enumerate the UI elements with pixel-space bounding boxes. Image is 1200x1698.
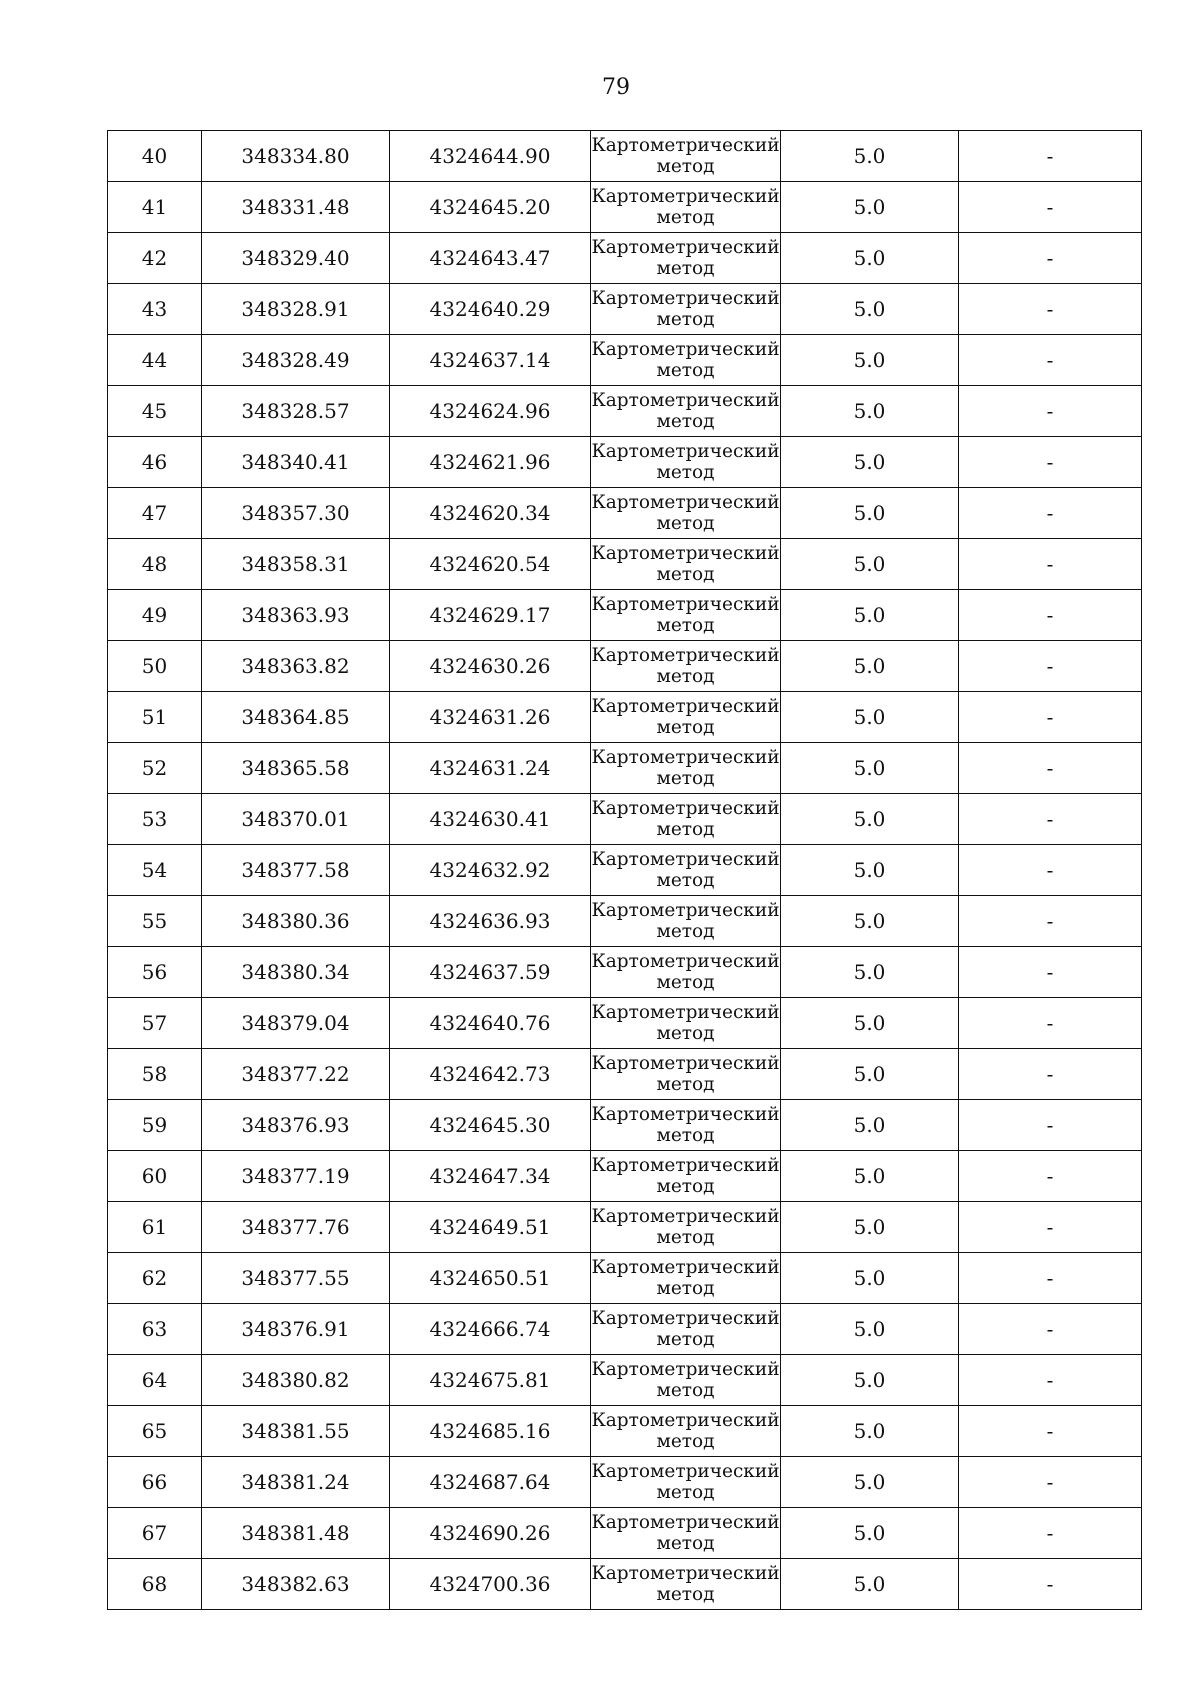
x-coordinate-cell: 348365.58	[202, 743, 390, 794]
precision-cell: 5.0	[781, 896, 959, 947]
x-coordinate-cell: 348380.82	[202, 1355, 390, 1406]
y-coordinate-cell: 4324636.93	[390, 896, 591, 947]
note-cell: -	[959, 1253, 1142, 1304]
page-number: 79	[602, 75, 630, 100]
x-coordinate-cell: 348377.76	[202, 1202, 390, 1253]
coordinates-table	[107, 130, 1142, 1610]
x-coordinate-cell: 348363.82	[202, 641, 390, 692]
method-text: метод	[656, 156, 715, 177]
method-cell	[591, 1100, 781, 1151]
y-coordinate-cell: 4324685.16	[390, 1406, 591, 1457]
table-row	[108, 1100, 1142, 1151]
point-number-cell: 66	[108, 1457, 202, 1508]
x-coordinate-cell: 348377.55	[202, 1253, 390, 1304]
point-number-cell: 43	[108, 284, 202, 335]
method-text: метод	[656, 411, 715, 432]
x-coordinate-cell: 348379.04	[202, 998, 390, 1049]
method-cell	[591, 1355, 781, 1406]
method-text: Картометрический	[591, 441, 780, 462]
method-cell	[591, 335, 781, 386]
y-coordinate-cell: 4324620.54	[390, 539, 591, 590]
method-text: метод	[656, 207, 715, 228]
y-coordinate-cell: 4324637.14	[390, 335, 591, 386]
note-cell: -	[959, 1559, 1142, 1610]
method-cell	[591, 794, 781, 845]
method-cell	[591, 437, 781, 488]
method-text: Картометрический	[591, 1512, 780, 1533]
precision-cell: 5.0	[781, 1406, 959, 1457]
table-row	[108, 488, 1142, 539]
y-coordinate-cell: 4324630.26	[390, 641, 591, 692]
x-coordinate-cell: 348328.57	[202, 386, 390, 437]
precision-cell: 5.0	[781, 386, 959, 437]
y-coordinate-cell: 4324621.96	[390, 437, 591, 488]
x-coordinate-cell: 348331.48	[202, 182, 390, 233]
note-cell: -	[959, 1304, 1142, 1355]
point-number-cell: 63	[108, 1304, 202, 1355]
x-coordinate-cell: 348377.22	[202, 1049, 390, 1100]
x-coordinate-cell: 348340.41	[202, 437, 390, 488]
method-text: Картометрический	[591, 1410, 780, 1431]
method-text: Картометрический	[591, 543, 780, 564]
precision-cell: 5.0	[781, 1457, 959, 1508]
method-cell	[591, 743, 781, 794]
x-coordinate-cell: 348381.24	[202, 1457, 390, 1508]
point-number-cell: 62	[108, 1253, 202, 1304]
precision-cell: 5.0	[781, 1355, 959, 1406]
table-row	[108, 284, 1142, 335]
note-cell: -	[959, 998, 1142, 1049]
note-cell: -	[959, 692, 1142, 743]
method-text: метод	[656, 1176, 715, 1197]
y-coordinate-cell: 4324642.73	[390, 1049, 591, 1100]
x-coordinate-cell: 348380.36	[202, 896, 390, 947]
method-cell	[591, 1253, 781, 1304]
note-cell: -	[959, 284, 1142, 335]
method-text: метод	[656, 972, 715, 993]
method-text: метод	[656, 768, 715, 789]
precision-cell: 5.0	[781, 1508, 959, 1559]
table-row	[108, 233, 1142, 284]
method-cell	[591, 896, 781, 947]
note-cell: -	[959, 386, 1142, 437]
x-coordinate-cell: 348334.80	[202, 131, 390, 182]
note-cell: -	[959, 743, 1142, 794]
note-cell: -	[959, 1100, 1142, 1151]
method-cell	[591, 1049, 781, 1100]
point-number-cell: 53	[108, 794, 202, 845]
y-coordinate-cell: 4324640.76	[390, 998, 591, 1049]
note-cell: -	[959, 233, 1142, 284]
method-text: Картометрический	[591, 390, 780, 411]
x-coordinate-cell: 348364.85	[202, 692, 390, 743]
method-text: Картометрический	[591, 900, 780, 921]
table-row	[108, 1508, 1142, 1559]
method-text: метод	[656, 666, 715, 687]
precision-cell: 5.0	[781, 233, 959, 284]
method-text: метод	[656, 1584, 715, 1605]
table-row	[108, 1253, 1142, 1304]
method-text: метод	[656, 309, 715, 330]
x-coordinate-cell: 348376.91	[202, 1304, 390, 1355]
table-row	[108, 1304, 1142, 1355]
x-coordinate-cell: 348328.91	[202, 284, 390, 335]
method-cell	[591, 1406, 781, 1457]
precision-cell: 5.0	[781, 947, 959, 998]
note-cell: -	[959, 1355, 1142, 1406]
method-text: метод	[656, 1431, 715, 1452]
method-text: Картометрический	[591, 1155, 780, 1176]
note-cell: -	[959, 1151, 1142, 1202]
y-coordinate-cell: 4324650.51	[390, 1253, 591, 1304]
precision-cell: 5.0	[781, 284, 959, 335]
method-cell	[591, 1457, 781, 1508]
table-row	[108, 845, 1142, 896]
note-cell: -	[959, 488, 1142, 539]
method-cell	[591, 692, 781, 743]
table-row	[108, 131, 1142, 182]
x-coordinate-cell: 348370.01	[202, 794, 390, 845]
method-cell	[591, 539, 781, 590]
x-coordinate-cell: 348381.55	[202, 1406, 390, 1457]
y-coordinate-cell: 4324647.34	[390, 1151, 591, 1202]
point-number-cell: 58	[108, 1049, 202, 1100]
point-number-cell: 49	[108, 590, 202, 641]
table-row	[108, 437, 1142, 488]
method-cell	[591, 1508, 781, 1559]
method-text: метод	[656, 1125, 715, 1146]
precision-cell: 5.0	[781, 1304, 959, 1355]
y-coordinate-cell: 4324629.17	[390, 590, 591, 641]
precision-cell: 5.0	[781, 743, 959, 794]
method-text: метод	[656, 258, 715, 279]
method-text: Картометрический	[591, 594, 780, 615]
note-cell: -	[959, 641, 1142, 692]
note-cell: -	[959, 182, 1142, 233]
precision-cell: 5.0	[781, 845, 959, 896]
method-text: метод	[656, 717, 715, 738]
method-cell	[591, 845, 781, 896]
method-cell	[591, 233, 781, 284]
x-coordinate-cell: 348376.93	[202, 1100, 390, 1151]
method-text: метод	[656, 1482, 715, 1503]
coordinates-table-body	[108, 131, 1142, 1610]
point-number-cell: 45	[108, 386, 202, 437]
note-cell: -	[959, 131, 1142, 182]
point-number-cell: 56	[108, 947, 202, 998]
method-cell	[591, 386, 781, 437]
point-number-cell: 50	[108, 641, 202, 692]
table-row	[108, 794, 1142, 845]
y-coordinate-cell: 4324632.92	[390, 845, 591, 896]
point-number-cell: 52	[108, 743, 202, 794]
note-cell: -	[959, 1457, 1142, 1508]
precision-cell: 5.0	[781, 1049, 959, 1100]
method-cell	[591, 1304, 781, 1355]
method-text: Картометрический	[591, 696, 780, 717]
method-text: метод	[656, 819, 715, 840]
y-coordinate-cell: 4324630.41	[390, 794, 591, 845]
method-text: метод	[656, 1023, 715, 1044]
method-text: Картометрический	[591, 1206, 780, 1227]
method-text: Картометрический	[591, 1563, 780, 1584]
method-text: Картометрический	[591, 1257, 780, 1278]
precision-cell: 5.0	[781, 182, 959, 233]
y-coordinate-cell: 4324631.24	[390, 743, 591, 794]
table-row	[108, 998, 1142, 1049]
point-number-cell: 47	[108, 488, 202, 539]
method-text: Картометрический	[591, 135, 780, 156]
method-text: метод	[656, 921, 715, 942]
precision-cell: 5.0	[781, 641, 959, 692]
y-coordinate-cell: 4324637.59	[390, 947, 591, 998]
method-text: метод	[656, 1533, 715, 1554]
table-row	[108, 1457, 1142, 1508]
method-text: метод	[656, 870, 715, 891]
table-row	[108, 641, 1142, 692]
x-coordinate-cell: 348328.49	[202, 335, 390, 386]
table-row	[108, 743, 1142, 794]
note-cell: -	[959, 845, 1142, 896]
precision-cell: 5.0	[781, 998, 959, 1049]
x-coordinate-cell: 348363.93	[202, 590, 390, 641]
table-row	[108, 692, 1142, 743]
table-row	[108, 386, 1142, 437]
x-coordinate-cell: 348382.63	[202, 1559, 390, 1610]
point-number-cell: 44	[108, 335, 202, 386]
note-cell: -	[959, 1508, 1142, 1559]
point-number-cell: 41	[108, 182, 202, 233]
x-coordinate-cell: 348377.58	[202, 845, 390, 896]
table-row	[108, 896, 1142, 947]
y-coordinate-cell: 4324645.20	[390, 182, 591, 233]
method-cell	[591, 1559, 781, 1610]
method-text: Картометрический	[591, 1002, 780, 1023]
x-coordinate-cell: 348377.19	[202, 1151, 390, 1202]
method-text: метод	[656, 462, 715, 483]
note-cell: -	[959, 437, 1142, 488]
method-cell	[591, 488, 781, 539]
precision-cell: 5.0	[781, 1151, 959, 1202]
precision-cell: 5.0	[781, 539, 959, 590]
method-cell	[591, 590, 781, 641]
point-number-cell: 54	[108, 845, 202, 896]
method-text: Картометрический	[591, 645, 780, 666]
method-text: метод	[656, 615, 715, 636]
y-coordinate-cell: 4324644.90	[390, 131, 591, 182]
y-coordinate-cell: 4324700.36	[390, 1559, 591, 1610]
table-row	[108, 1559, 1142, 1610]
note-cell: -	[959, 896, 1142, 947]
point-number-cell: 60	[108, 1151, 202, 1202]
precision-cell: 5.0	[781, 488, 959, 539]
method-text: Картометрический	[591, 1104, 780, 1125]
y-coordinate-cell: 4324620.34	[390, 488, 591, 539]
method-cell	[591, 284, 781, 335]
y-coordinate-cell: 4324687.64	[390, 1457, 591, 1508]
table-row	[108, 182, 1142, 233]
y-coordinate-cell: 4324649.51	[390, 1202, 591, 1253]
note-cell: -	[959, 1202, 1142, 1253]
method-cell	[591, 1151, 781, 1202]
precision-cell: 5.0	[781, 590, 959, 641]
table-row	[108, 1406, 1142, 1457]
method-text: Картометрический	[591, 339, 780, 360]
table-row	[108, 335, 1142, 386]
point-number-cell: 67	[108, 1508, 202, 1559]
method-text: метод	[656, 564, 715, 585]
table-row	[108, 1151, 1142, 1202]
point-number-cell: 68	[108, 1559, 202, 1610]
method-text: Картометрический	[591, 288, 780, 309]
point-number-cell: 57	[108, 998, 202, 1049]
y-coordinate-cell: 4324640.29	[390, 284, 591, 335]
point-number-cell: 64	[108, 1355, 202, 1406]
method-cell	[591, 1202, 781, 1253]
method-text: метод	[656, 1074, 715, 1095]
method-cell	[591, 182, 781, 233]
method-text: Картометрический	[591, 1308, 780, 1329]
table-row	[108, 1202, 1142, 1253]
note-cell: -	[959, 947, 1142, 998]
table-row	[108, 1355, 1142, 1406]
note-cell: -	[959, 1406, 1142, 1457]
method-text: Картометрический	[591, 492, 780, 513]
x-coordinate-cell: 348381.48	[202, 1508, 390, 1559]
precision-cell: 5.0	[781, 1253, 959, 1304]
x-coordinate-cell: 348357.30	[202, 488, 390, 539]
method-text: Картометрический	[591, 186, 780, 207]
method-text: Картометрический	[591, 1461, 780, 1482]
point-number-cell: 48	[108, 539, 202, 590]
method-text: метод	[656, 513, 715, 534]
y-coordinate-cell: 4324631.26	[390, 692, 591, 743]
note-cell: -	[959, 1049, 1142, 1100]
method-text: Картометрический	[591, 237, 780, 258]
method-text: Картометрический	[591, 798, 780, 819]
point-number-cell: 46	[108, 437, 202, 488]
precision-cell: 5.0	[781, 437, 959, 488]
x-coordinate-cell: 348329.40	[202, 233, 390, 284]
method-text: Картометрический	[591, 1053, 780, 1074]
method-text: метод	[656, 1227, 715, 1248]
method-text: Картометрический	[591, 951, 780, 972]
precision-cell: 5.0	[781, 794, 959, 845]
y-coordinate-cell: 4324645.30	[390, 1100, 591, 1151]
note-cell: -	[959, 794, 1142, 845]
method-cell	[591, 998, 781, 1049]
y-coordinate-cell: 4324675.81	[390, 1355, 591, 1406]
y-coordinate-cell: 4324690.26	[390, 1508, 591, 1559]
x-coordinate-cell: 348380.34	[202, 947, 390, 998]
table-row	[108, 590, 1142, 641]
method-text: метод	[656, 360, 715, 381]
precision-cell: 5.0	[781, 1202, 959, 1253]
point-number-cell: 42	[108, 233, 202, 284]
point-number-cell: 51	[108, 692, 202, 743]
y-coordinate-cell: 4324624.96	[390, 386, 591, 437]
precision-cell: 5.0	[781, 335, 959, 386]
table-row	[108, 947, 1142, 998]
precision-cell: 5.0	[781, 1559, 959, 1610]
method-cell	[591, 131, 781, 182]
method-text: Картометрический	[591, 849, 780, 870]
method-text: метод	[656, 1278, 715, 1299]
precision-cell: 5.0	[781, 1100, 959, 1151]
method-cell	[591, 947, 781, 998]
point-number-cell: 40	[108, 131, 202, 182]
point-number-cell: 55	[108, 896, 202, 947]
precision-cell: 5.0	[781, 692, 959, 743]
note-cell: -	[959, 335, 1142, 386]
method-text: Картометрический	[591, 747, 780, 768]
method-text: метод	[656, 1380, 715, 1401]
point-number-cell: 65	[108, 1406, 202, 1457]
x-coordinate-cell: 348358.31	[202, 539, 390, 590]
precision-cell: 5.0	[781, 131, 959, 182]
method-text: Картометрический	[591, 1359, 780, 1380]
point-number-cell: 61	[108, 1202, 202, 1253]
method-text: метод	[656, 1329, 715, 1350]
table-row	[108, 539, 1142, 590]
method-cell	[591, 641, 781, 692]
note-cell: -	[959, 539, 1142, 590]
table-row	[108, 1049, 1142, 1100]
point-number-cell: 59	[108, 1100, 202, 1151]
y-coordinate-cell: 4324666.74	[390, 1304, 591, 1355]
note-cell: -	[959, 590, 1142, 641]
y-coordinate-cell: 4324643.47	[390, 233, 591, 284]
